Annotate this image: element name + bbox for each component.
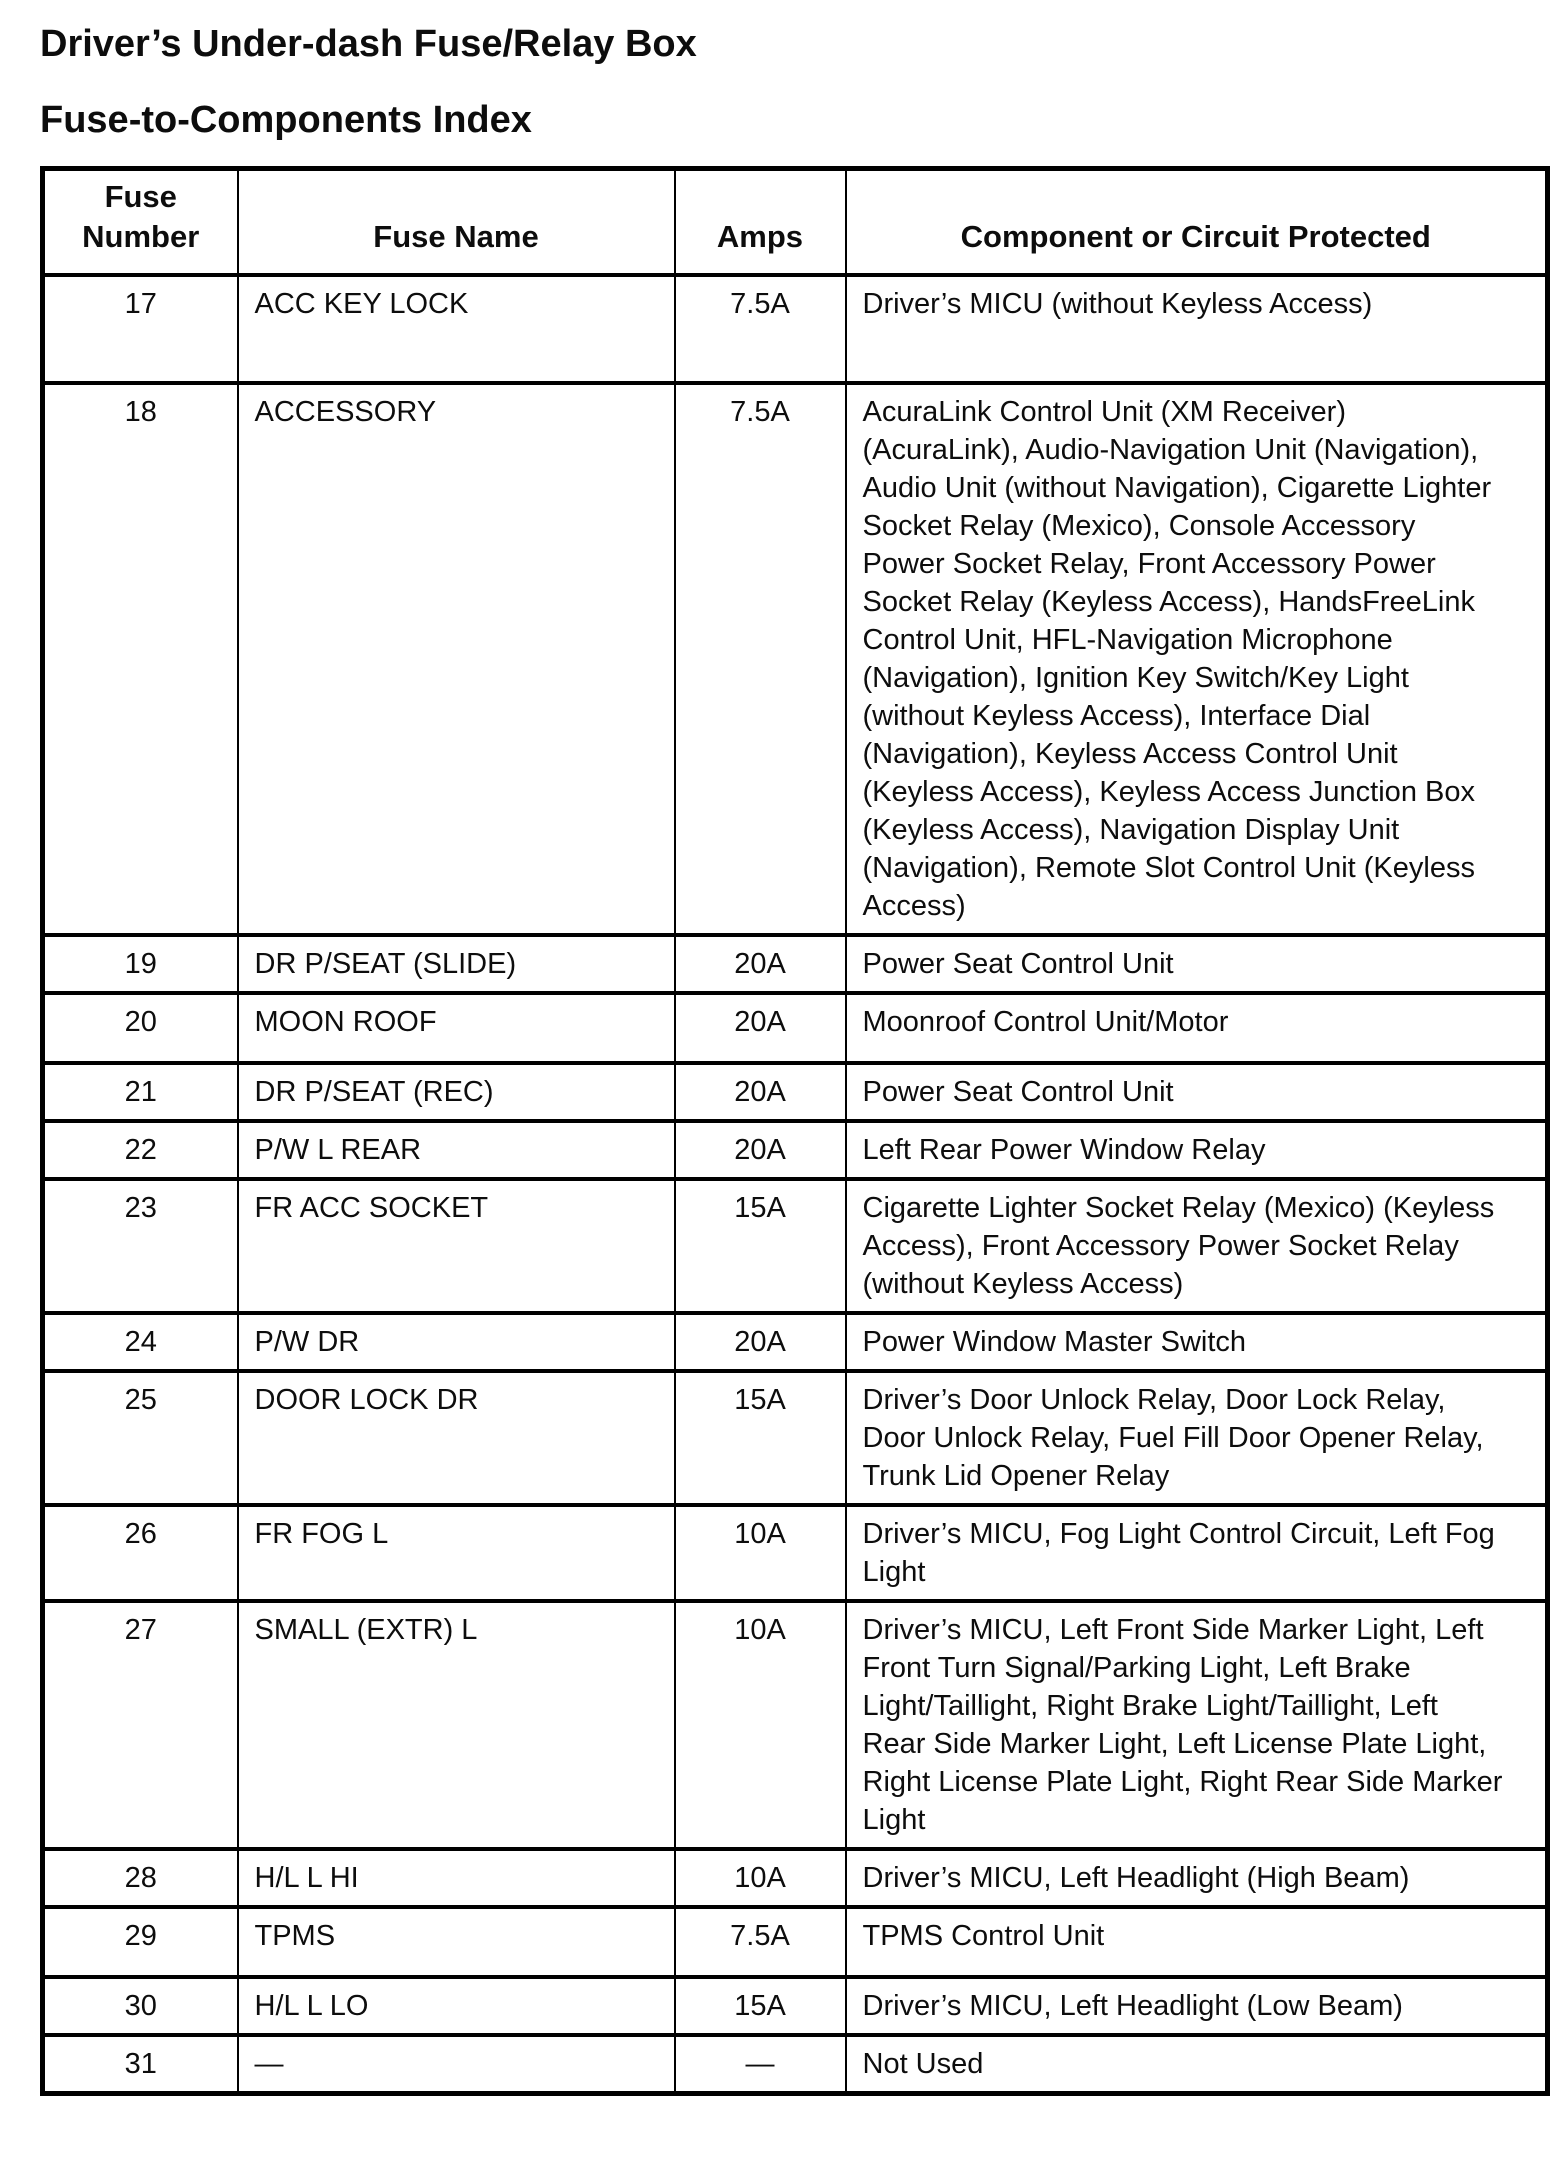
table-row-fuse-24 bbox=[43, 1313, 1548, 1371]
component-cell: Driver’s MICU, Left Front Side Marker Light, Left Front Turn Signal/Parking Light, Left Brake Light/Taillight, Right Brake Light/Taillight, Left Rear Side Marker Light, Left License Plate Light, Right License Plate Light, Right Rear Side Marker Light bbox=[846, 1601, 1548, 1849]
amps-cell: 15A bbox=[675, 1371, 846, 1505]
fuse-number-cell: 22 bbox=[43, 1121, 238, 1179]
component-cell: Cigarette Lighter Socket Relay (Mexico) (Keyless Access), Front Accessory Power Socket Relay (without Keyless Access) bbox=[846, 1179, 1548, 1313]
component-cell: Driver’s MICU, Fog Light Control Circuit, Left Fog Light bbox=[846, 1505, 1548, 1601]
fuse-name-cell: ACC KEY LOCK bbox=[238, 275, 675, 383]
component-cell: Driver’s MICU (without Keyless Access) bbox=[846, 275, 1548, 383]
amps-cell: 15A bbox=[675, 1977, 846, 2035]
table-row-fuse-21 bbox=[43, 1063, 1548, 1121]
fuse-number-cell: 17 bbox=[43, 275, 238, 383]
table-row-fuse-18 bbox=[43, 383, 1548, 935]
table-row-fuse-17 bbox=[43, 275, 1548, 383]
fuse-name-cell: H/L L LO bbox=[238, 1977, 675, 2035]
component-cell: Power Seat Control Unit bbox=[846, 1063, 1548, 1121]
fuse-name-cell: DOOR LOCK DR bbox=[238, 1371, 675, 1505]
amps-cell: 20A bbox=[675, 1121, 846, 1179]
fuse-name-cell: DR P/SEAT (REC) bbox=[238, 1063, 675, 1121]
fuse-name-cell: — bbox=[238, 2035, 675, 2094]
amps-cell: 10A bbox=[675, 1601, 846, 1849]
fuse-number-cell: 20 bbox=[43, 993, 238, 1063]
table-row-fuse-27 bbox=[43, 1601, 1548, 1849]
amps-cell: 7.5A bbox=[675, 275, 846, 383]
amps-cell: 7.5A bbox=[675, 383, 846, 935]
fuse-number-cell: 30 bbox=[43, 1977, 238, 2035]
header-fuse-name: Fuse Name bbox=[238, 168, 675, 275]
component-cell: Left Rear Power Window Relay bbox=[846, 1121, 1548, 1179]
page-title: Driver’s Under-dash Fuse/Relay Box bbox=[40, 23, 697, 65]
component-cell: Driver’s Door Unlock Relay, Door Lock Relay, Door Unlock Relay, Fuel Fill Door Opener Relay, Trunk Lid Opener Relay bbox=[846, 1371, 1548, 1505]
amps-cell: 20A bbox=[675, 935, 846, 993]
table-row-fuse-23 bbox=[43, 1179, 1548, 1313]
fuse-number-cell: 23 bbox=[43, 1179, 238, 1313]
fuse-number-cell: 25 bbox=[43, 1371, 238, 1505]
header-fuse-number: Fuse Number bbox=[43, 168, 238, 275]
fuse-number-cell: 26 bbox=[43, 1505, 238, 1601]
page-subtitle: Fuse-to-Components Index bbox=[40, 98, 532, 141]
fuse-number-cell: 29 bbox=[43, 1907, 238, 1977]
table-row-fuse-19 bbox=[43, 935, 1548, 993]
fuse-number-cell: 24 bbox=[43, 1313, 238, 1371]
table-header-row bbox=[43, 168, 1548, 275]
amps-cell: 20A bbox=[675, 1313, 846, 1371]
fuse-number-cell: 19 bbox=[43, 935, 238, 993]
fuse-name-cell: ACCESSORY bbox=[238, 383, 675, 935]
amps-cell: 7.5A bbox=[675, 1907, 846, 1977]
fuse-name-cell: TPMS bbox=[238, 1907, 675, 1977]
component-cell: AcuraLink Control Unit (XM Receiver) (AcuraLink), Audio-Navigation Unit (Navigation), Audio Unit (without Navigation), Cigarette Lighter Socket Relay (Mexico), Console Accessory Power Socket Relay, Front Accessory Power Socket Relay (Keyless Access), HandsFreeLink Control Unit, HFL-Navigation Microphone (Navigation), Ignition Key Switch/Key Light (without Keyless Access), Interface Dial (Navigation), Keyless Access Control Unit (Keyless Access), Keyless Access Junction Box (Keyless Access), Navigation Display Unit (Navigation), Remote Slot Control Unit (Keyless Access) bbox=[846, 383, 1548, 935]
fuse-name-cell: P/W L REAR bbox=[238, 1121, 675, 1179]
fuse-name-cell: MOON ROOF bbox=[238, 993, 675, 1063]
table-row-fuse-28 bbox=[43, 1849, 1548, 1907]
component-cell: Not Used bbox=[846, 2035, 1548, 2094]
header-component: Component or Circuit Protected bbox=[846, 168, 1548, 275]
amps-cell: 10A bbox=[675, 1505, 846, 1601]
fuse-name-cell: FR ACC SOCKET bbox=[238, 1179, 675, 1313]
component-cell: TPMS Control Unit bbox=[846, 1907, 1548, 1977]
fuse-name-cell: SMALL (EXTR) L bbox=[238, 1601, 675, 1849]
fuse-number-cell: 28 bbox=[43, 1849, 238, 1907]
amps-cell: — bbox=[675, 2035, 846, 2094]
table-row-fuse-25 bbox=[43, 1371, 1548, 1505]
component-cell: Driver’s MICU, Left Headlight (Low Beam) bbox=[846, 1977, 1548, 2035]
fuse-number-cell: 21 bbox=[43, 1063, 238, 1121]
table-row-fuse-20 bbox=[43, 993, 1548, 1063]
component-cell: Moonroof Control Unit/Motor bbox=[846, 993, 1548, 1063]
component-cell: Power Window Master Switch bbox=[846, 1313, 1548, 1371]
table-row-fuse-26 bbox=[43, 1505, 1548, 1601]
fuse-index-table bbox=[40, 166, 1550, 2096]
amps-cell: 20A bbox=[675, 993, 846, 1063]
fuse-number-cell: 27 bbox=[43, 1601, 238, 1849]
table-row-fuse-30 bbox=[43, 1977, 1548, 2035]
table-row-fuse-22 bbox=[43, 1121, 1548, 1179]
fuse-name-cell: DR P/SEAT (SLIDE) bbox=[238, 935, 675, 993]
table-row-fuse-31 bbox=[43, 2035, 1548, 2094]
fuse-name-cell: FR FOG L bbox=[238, 1505, 675, 1601]
amps-cell: 15A bbox=[675, 1179, 846, 1313]
amps-cell: 10A bbox=[675, 1849, 846, 1907]
header-amps: Amps bbox=[675, 168, 846, 275]
component-cell: Driver’s MICU, Left Headlight (High Beam) bbox=[846, 1849, 1548, 1907]
fuse-name-cell: H/L L HI bbox=[238, 1849, 675, 1907]
amps-cell: 20A bbox=[675, 1063, 846, 1121]
fuse-number-cell: 31 bbox=[43, 2035, 238, 2094]
fuse-number-cell: 18 bbox=[43, 383, 238, 935]
component-cell: Power Seat Control Unit bbox=[846, 935, 1548, 993]
fuse-name-cell: P/W DR bbox=[238, 1313, 675, 1371]
table-row-fuse-29 bbox=[43, 1907, 1548, 1977]
